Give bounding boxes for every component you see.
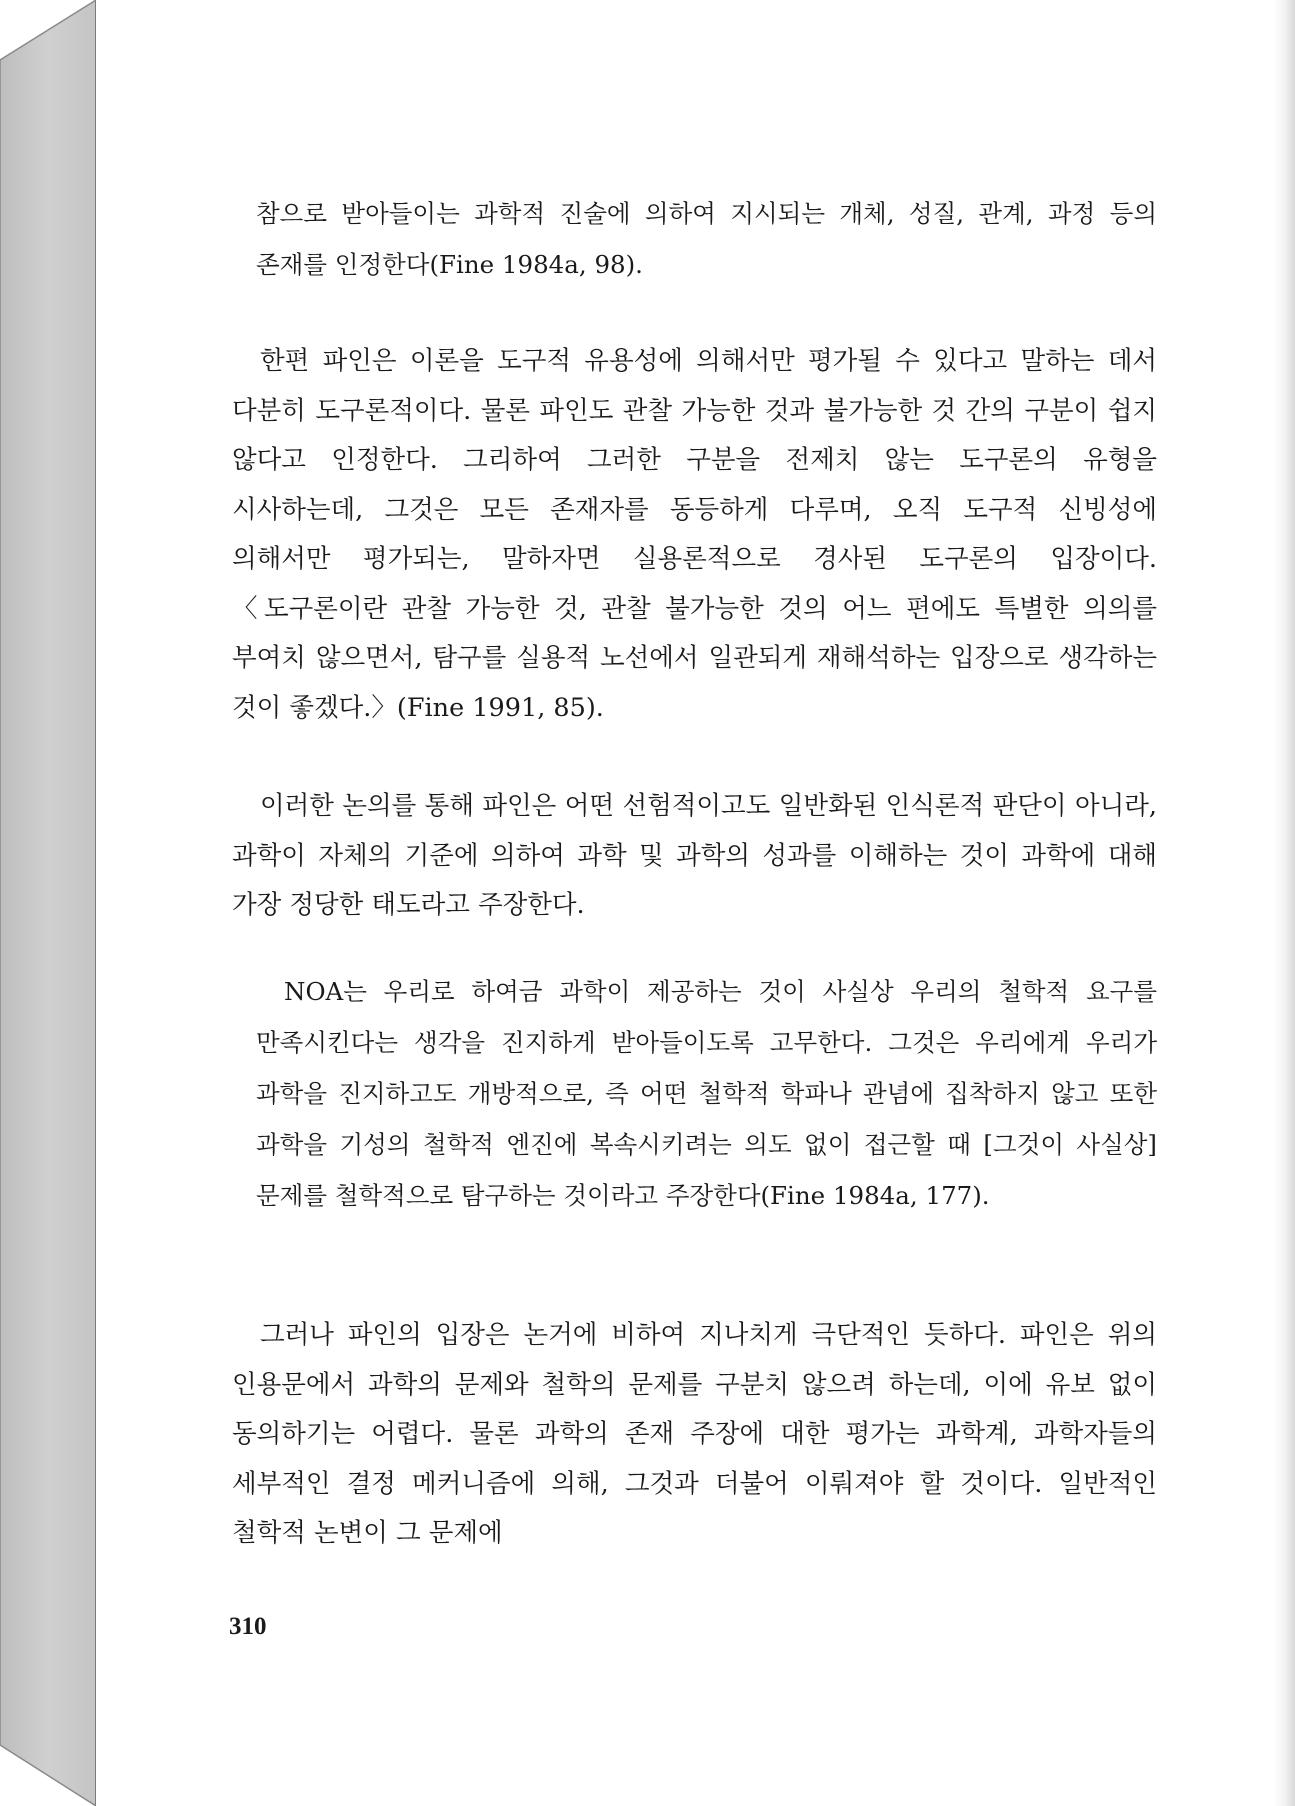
page-sheet — [96, 0, 1273, 1806]
paragraph-2: 이러한 논의를 통해 파인은 어떤 선험적이고도 일반화된 인식론적 판단이 아니라, 과학이 자체의 기준에 의하여 과학 및 과학의 성과를 이해하는 것이 과학에 대해 가장 정당한 태도라고 주장한다. — [232, 791, 1157, 920]
book-spine — [0, 0, 96, 1806]
page-edge — [1273, 0, 1295, 1806]
quote-block-2: NOA는 우리로 하여금 과학이 제공하는 것이 사실상 우리의 철학적 요구를 만족시킨다는 생각을 진지하게 받아들이도록 고무한다. 그것은 우리에게 우리가 과학을 진지하고도 개방적으로, 즉 어떤 철학적 학파나 관념에 집착하지 않고 또한 과학을 기성의 철학적 엔진에 복속시키려는 의도 없이 접근할 때 [그것이 사실상] 문제를 철학적으로 탐구하는 것이라고 주장한다(Fine 1984a, 177). — [256, 977, 1157, 1210]
paragraph-3: 그러나 파인의 입장은 논거에 비하여 지나치게 극단적인 듯하다. 파인은 위의 인용문에서 과학의 문제와 철학의 문제를 구분치 않으려 하는데, 이에 유보 없이 동의하기는 어렵다. 물론 과학의 존재 주장에 대한 평가는 과학계, 과학자들의 세부적인 결정 메커니즘에 의해, 그것과 더불어 이뤄져야 할 것이다. 일반적인 철학적 논변이 그 문제에 — [232, 1320, 1157, 1548]
paragraph-1: 한편 파인은 이론을 도구적 유용성에 의해서만 평가될 수 있다고 말하는 데서 다분히 도구론적이다. 물론 파인도 관찰 가능한 것과 불가능한 것 간의 구분이 쉽지 않다고 인정한다. 그리하여 그러한 구분을 전제치 않는 도구론의 유형을 시사하는데, 그것은 모든 존재자를 동등하게 다루며, 오직 도구적 신빙성에 의해서만 평가되는, 말하자면 실용론적으로 경사된 도구론의 입장이다. 〈도구론이란 관찰 가능한 것, 관찰 불가능한 것의 어느 편에도 특별한 의의를 부여치 않으면서, 탐구를 실용적 노선에서 일관되게 재해석하는 입장으로 생각하는 것이 좋겠다.〉(Fine 1991, 85). — [232, 346, 1157, 723]
quote-block-1: 참으로 받아들이는 과학적 진술에 의하여 지시되는 개체, 성질, 관계, 과정 등의 존재를 인정한다(Fine 1984a, 98). — [256, 199, 1157, 279]
page-number: 310 — [229, 1613, 267, 1640]
